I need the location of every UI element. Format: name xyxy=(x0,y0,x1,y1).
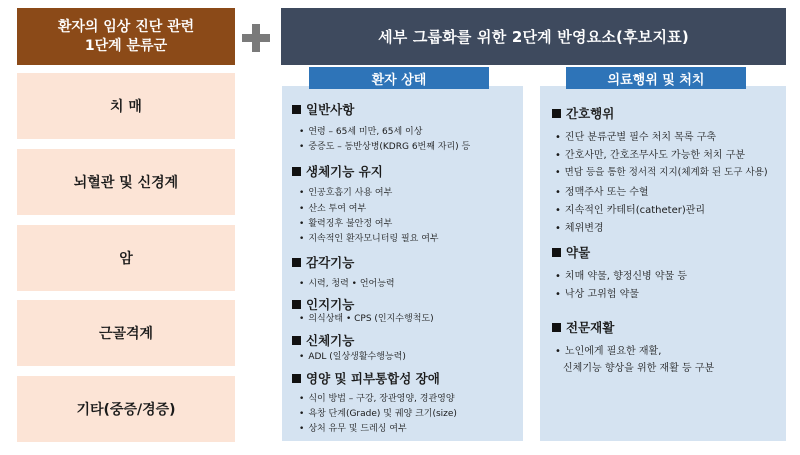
list-item: • 인공호흡기 사용 여부 xyxy=(299,188,393,198)
medical-care-title: 의료행위 및 처치 xyxy=(566,67,746,89)
list-item: • ADL (일상생활수행능력) xyxy=(299,352,406,362)
category-musculoskeletal: 근골격계 xyxy=(17,300,235,366)
category-dementia: 치 매 xyxy=(17,73,235,139)
stage1-header xyxy=(17,8,235,65)
section-heading: 약물 xyxy=(552,243,590,261)
section-heading: 전문재활 xyxy=(552,318,614,336)
list-item: • 시력, 청력 • 언어능력 xyxy=(299,279,395,289)
section-heading: 영양 및 피부통합성 장애 xyxy=(292,369,440,387)
stage1-header-line1: 환자의 임상 진단 관련 xyxy=(57,18,195,35)
stage2-header: 세부 그룹화를 위한 2단계 반영요소(후보지표) xyxy=(281,8,786,65)
list-item: 신체기능 향상을 위한 재활 등 구분 xyxy=(563,363,715,374)
list-item: • 낙상 고위험 약물 xyxy=(555,289,639,300)
list-item: • 지속적인 카테터(catheter)관리 xyxy=(555,205,706,216)
list-item: • 정맥주사 또는 수혈 xyxy=(555,187,649,198)
plus-icon xyxy=(242,24,270,52)
section-heading: 간호행위 xyxy=(552,104,614,122)
category-cerebrovascular: 뇌혈관 및 신경계 xyxy=(17,149,235,215)
section-heading: 감각기능 xyxy=(292,253,354,271)
list-item: • 면담 등을 통한 정서적 지지(체계화 된 도구 사용) xyxy=(555,167,768,178)
list-item: • 치매 약물, 향정신병 약물 등 xyxy=(555,271,688,282)
list-item: • 지속적인 환자모니터링 필요 여부 xyxy=(299,234,439,244)
section-heading: 신체기능 xyxy=(292,331,354,349)
list-item: • 체위변경 xyxy=(555,223,604,234)
section-heading: 생체기능 유지 xyxy=(292,162,383,180)
list-item: • 상처 유무 및 드레싱 여부 xyxy=(299,424,407,434)
list-item: • 활력징후 불안정 여부 xyxy=(299,219,393,229)
list-item: • 노인에게 필요한 재활, xyxy=(555,346,662,357)
list-item: • 욕창 단계(Grade) 및 궤양 크기(size) xyxy=(299,409,457,419)
section-heading: 인지기능 xyxy=(292,295,354,313)
list-item: • 간호사만, 간호조무사도 가능한 처치 구분 xyxy=(555,150,746,161)
patient-status-title: 환자 상태 xyxy=(309,67,489,89)
stage1-header-line2: 1단계 분류군 xyxy=(84,37,168,54)
section-heading: 일반사항 xyxy=(292,100,354,118)
list-item: • 식이 방법 – 구강, 장관영양, 경관영양 xyxy=(299,394,455,404)
list-item: • 진단 분류군별 필수 처치 목록 구축 xyxy=(555,132,717,143)
list-item: • 산소 투여 여부 xyxy=(299,204,367,214)
category-other: 기타(중증/경증) xyxy=(17,376,235,442)
list-item: • 중증도 – 동반상병(KDRG 6번째 자리) 등 xyxy=(299,142,471,152)
category-cancer: 암 xyxy=(17,225,235,291)
list-item: • 의식상태 • CPS (인지수행척도) xyxy=(299,314,434,324)
list-item: • 연령 – 65세 미만, 65세 이상 xyxy=(299,127,423,137)
